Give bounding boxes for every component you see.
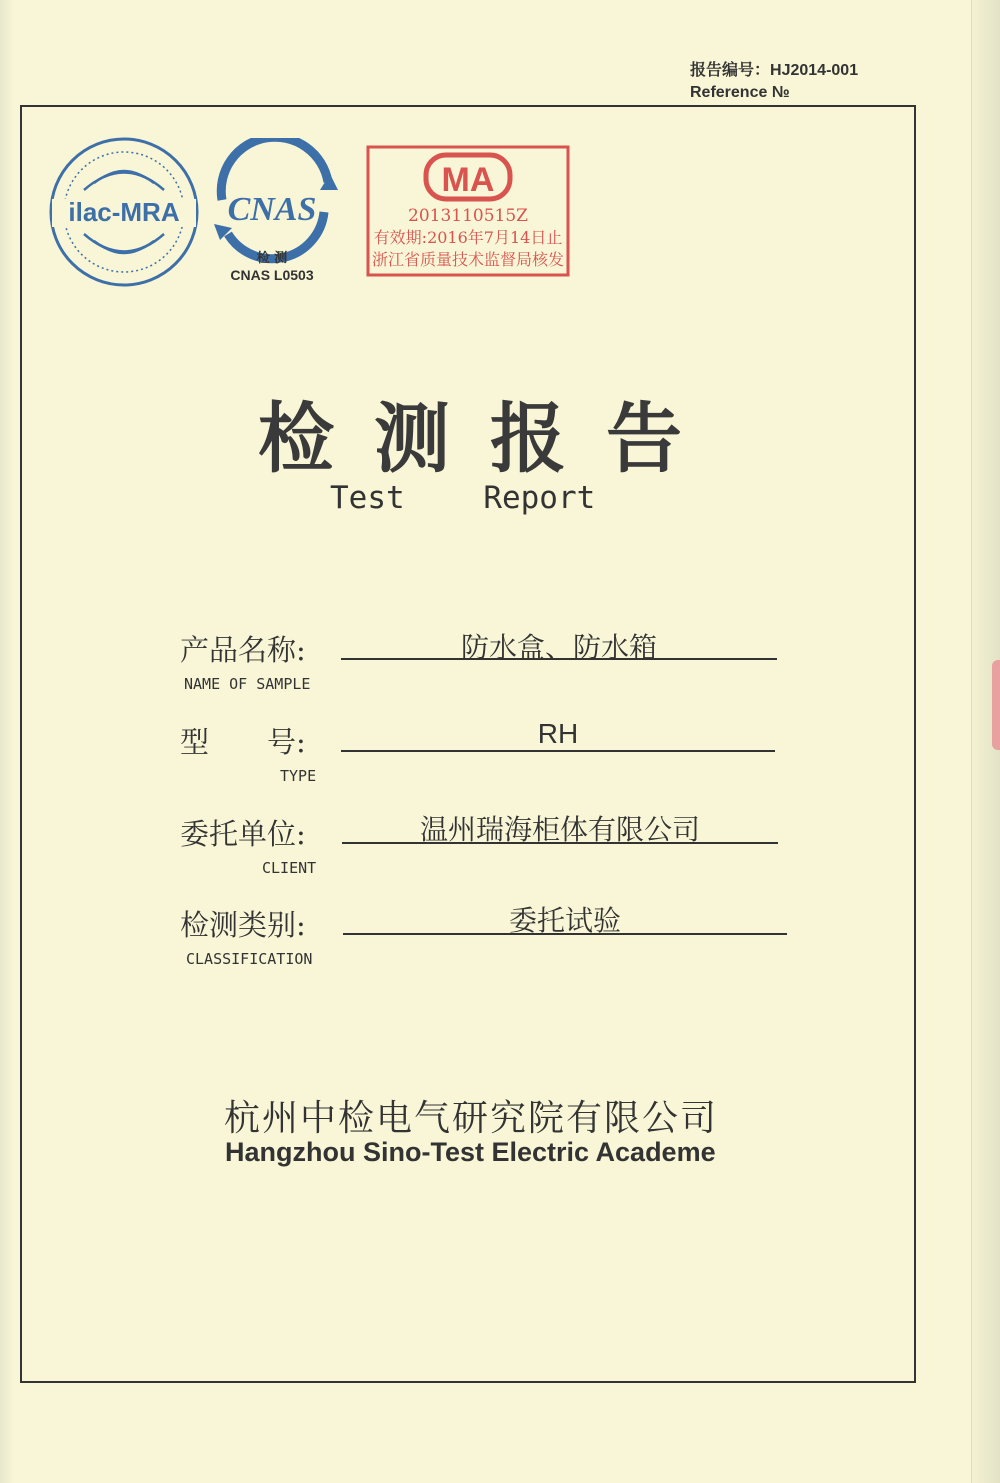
cnas-logo	[200, 138, 345, 288]
field-value: 防水盒、防水箱	[460, 631, 657, 664]
field-classification	[180, 903, 621, 968]
cnas-logo-sub: 检 测	[256, 251, 288, 266]
field-sample-name	[180, 628, 657, 693]
field-underline	[343, 933, 787, 935]
report-no: HJ2014-001	[770, 62, 859, 79]
edge-stamp-mark	[992, 660, 1000, 750]
field-value: 委托试验	[508, 904, 621, 937]
field-label-cn: 检测类别:	[180, 908, 306, 942]
field-label-en: CLIENT	[262, 859, 317, 877]
field-label-cn: 型 号:	[180, 725, 306, 759]
organization-name-en: Hangzhou Sino-Test Electric Academe	[225, 1137, 716, 1167]
cnas-logo-code: CNAS L0503	[230, 267, 314, 283]
page-title-en: Test Report	[330, 480, 596, 516]
organization-name-cn: 杭州中检电气研究院有限公司	[224, 1098, 719, 1139]
cma-number: 2013110515Z	[408, 206, 528, 226]
cma-issuer: 浙江省质量技术监督局核发	[371, 250, 565, 269]
field-label-en: TYPE	[280, 767, 317, 785]
field-value: 温州瑞海柜体有限公司	[419, 813, 700, 846]
field-underline	[341, 750, 775, 752]
ilac-mra-logo	[46, 135, 202, 289]
field-label-cn: 产品名称:	[180, 633, 306, 667]
field-underline	[341, 658, 777, 660]
cma-stamp	[366, 145, 570, 277]
report-reference	[690, 60, 858, 104]
cma-validity: 有效期:2016年7月14日止	[373, 228, 563, 247]
field-label-en: NAME OF SAMPLE	[184, 675, 311, 693]
reference-label: Reference №	[690, 84, 790, 101]
page-edge-left	[0, 0, 14, 1483]
page-title-cn: 检测报告	[258, 394, 722, 483]
field-client	[180, 812, 700, 877]
cnas-logo-text: CNAS	[227, 191, 317, 228]
field-type	[180, 718, 579, 785]
field-value: RH	[537, 718, 579, 749]
cma-mark: MA	[441, 161, 495, 199]
report-no-label: 报告编号：	[690, 62, 771, 79]
field-label-en: CLASSIFICATION	[186, 950, 313, 968]
field-label-cn: 委托单位:	[180, 817, 306, 851]
ilac-logo-text: ilac-MRA	[68, 197, 180, 227]
field-underline	[342, 842, 778, 844]
